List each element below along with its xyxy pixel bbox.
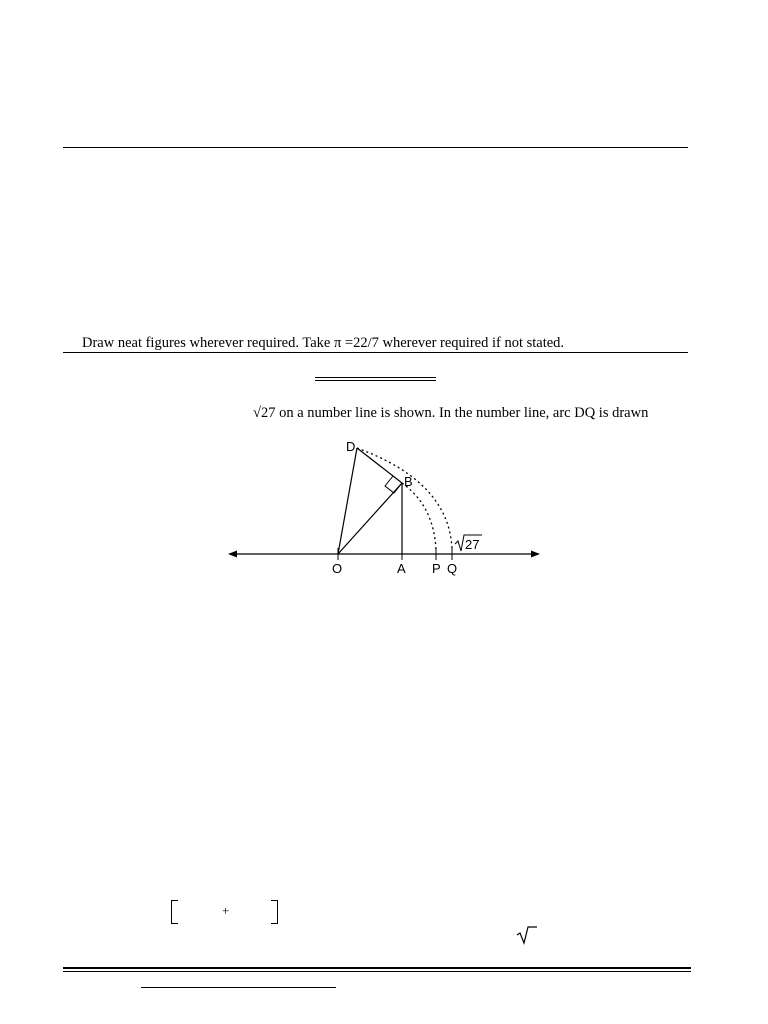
label-q: Q: [447, 561, 458, 576]
label-a: A: [397, 561, 406, 576]
right-angle-marker: [385, 476, 402, 493]
radical-symbol: [515, 925, 539, 945]
section-heading-underline-bottom: [315, 380, 436, 381]
plus-sign: +: [222, 903, 230, 918]
question-text: √27 on a number line is shown. In the number line, arc DQ is drawn: [253, 405, 649, 421]
segment-od: [338, 448, 357, 554]
label-o: O: [332, 561, 343, 576]
arc-dq: [357, 448, 452, 550]
header-rule: [63, 147, 688, 148]
label-p: P: [432, 561, 441, 576]
instructions-rule: [63, 352, 688, 353]
footer-rule-top: [63, 967, 691, 969]
right-square-bracket: [271, 900, 278, 924]
segment-ob: [338, 483, 402, 554]
number-line-figure: [222, 438, 550, 578]
left-square-bracket: [171, 900, 178, 924]
section-heading-underline-top: [315, 377, 436, 378]
number-line-left-arrow: [228, 551, 237, 558]
number-line-right-arrow: [531, 551, 540, 558]
root-label-number: 27: [465, 537, 480, 552]
instructions-text: Draw neat figures wherever required. Take π =22/7 wherever required if not stated.: [82, 335, 565, 351]
label-b: B: [404, 474, 413, 489]
arc-bp: [402, 483, 436, 550]
footer-rule-bottom: [63, 971, 691, 972]
label-d: D: [346, 439, 356, 454]
footnote-rule: [141, 987, 336, 988]
